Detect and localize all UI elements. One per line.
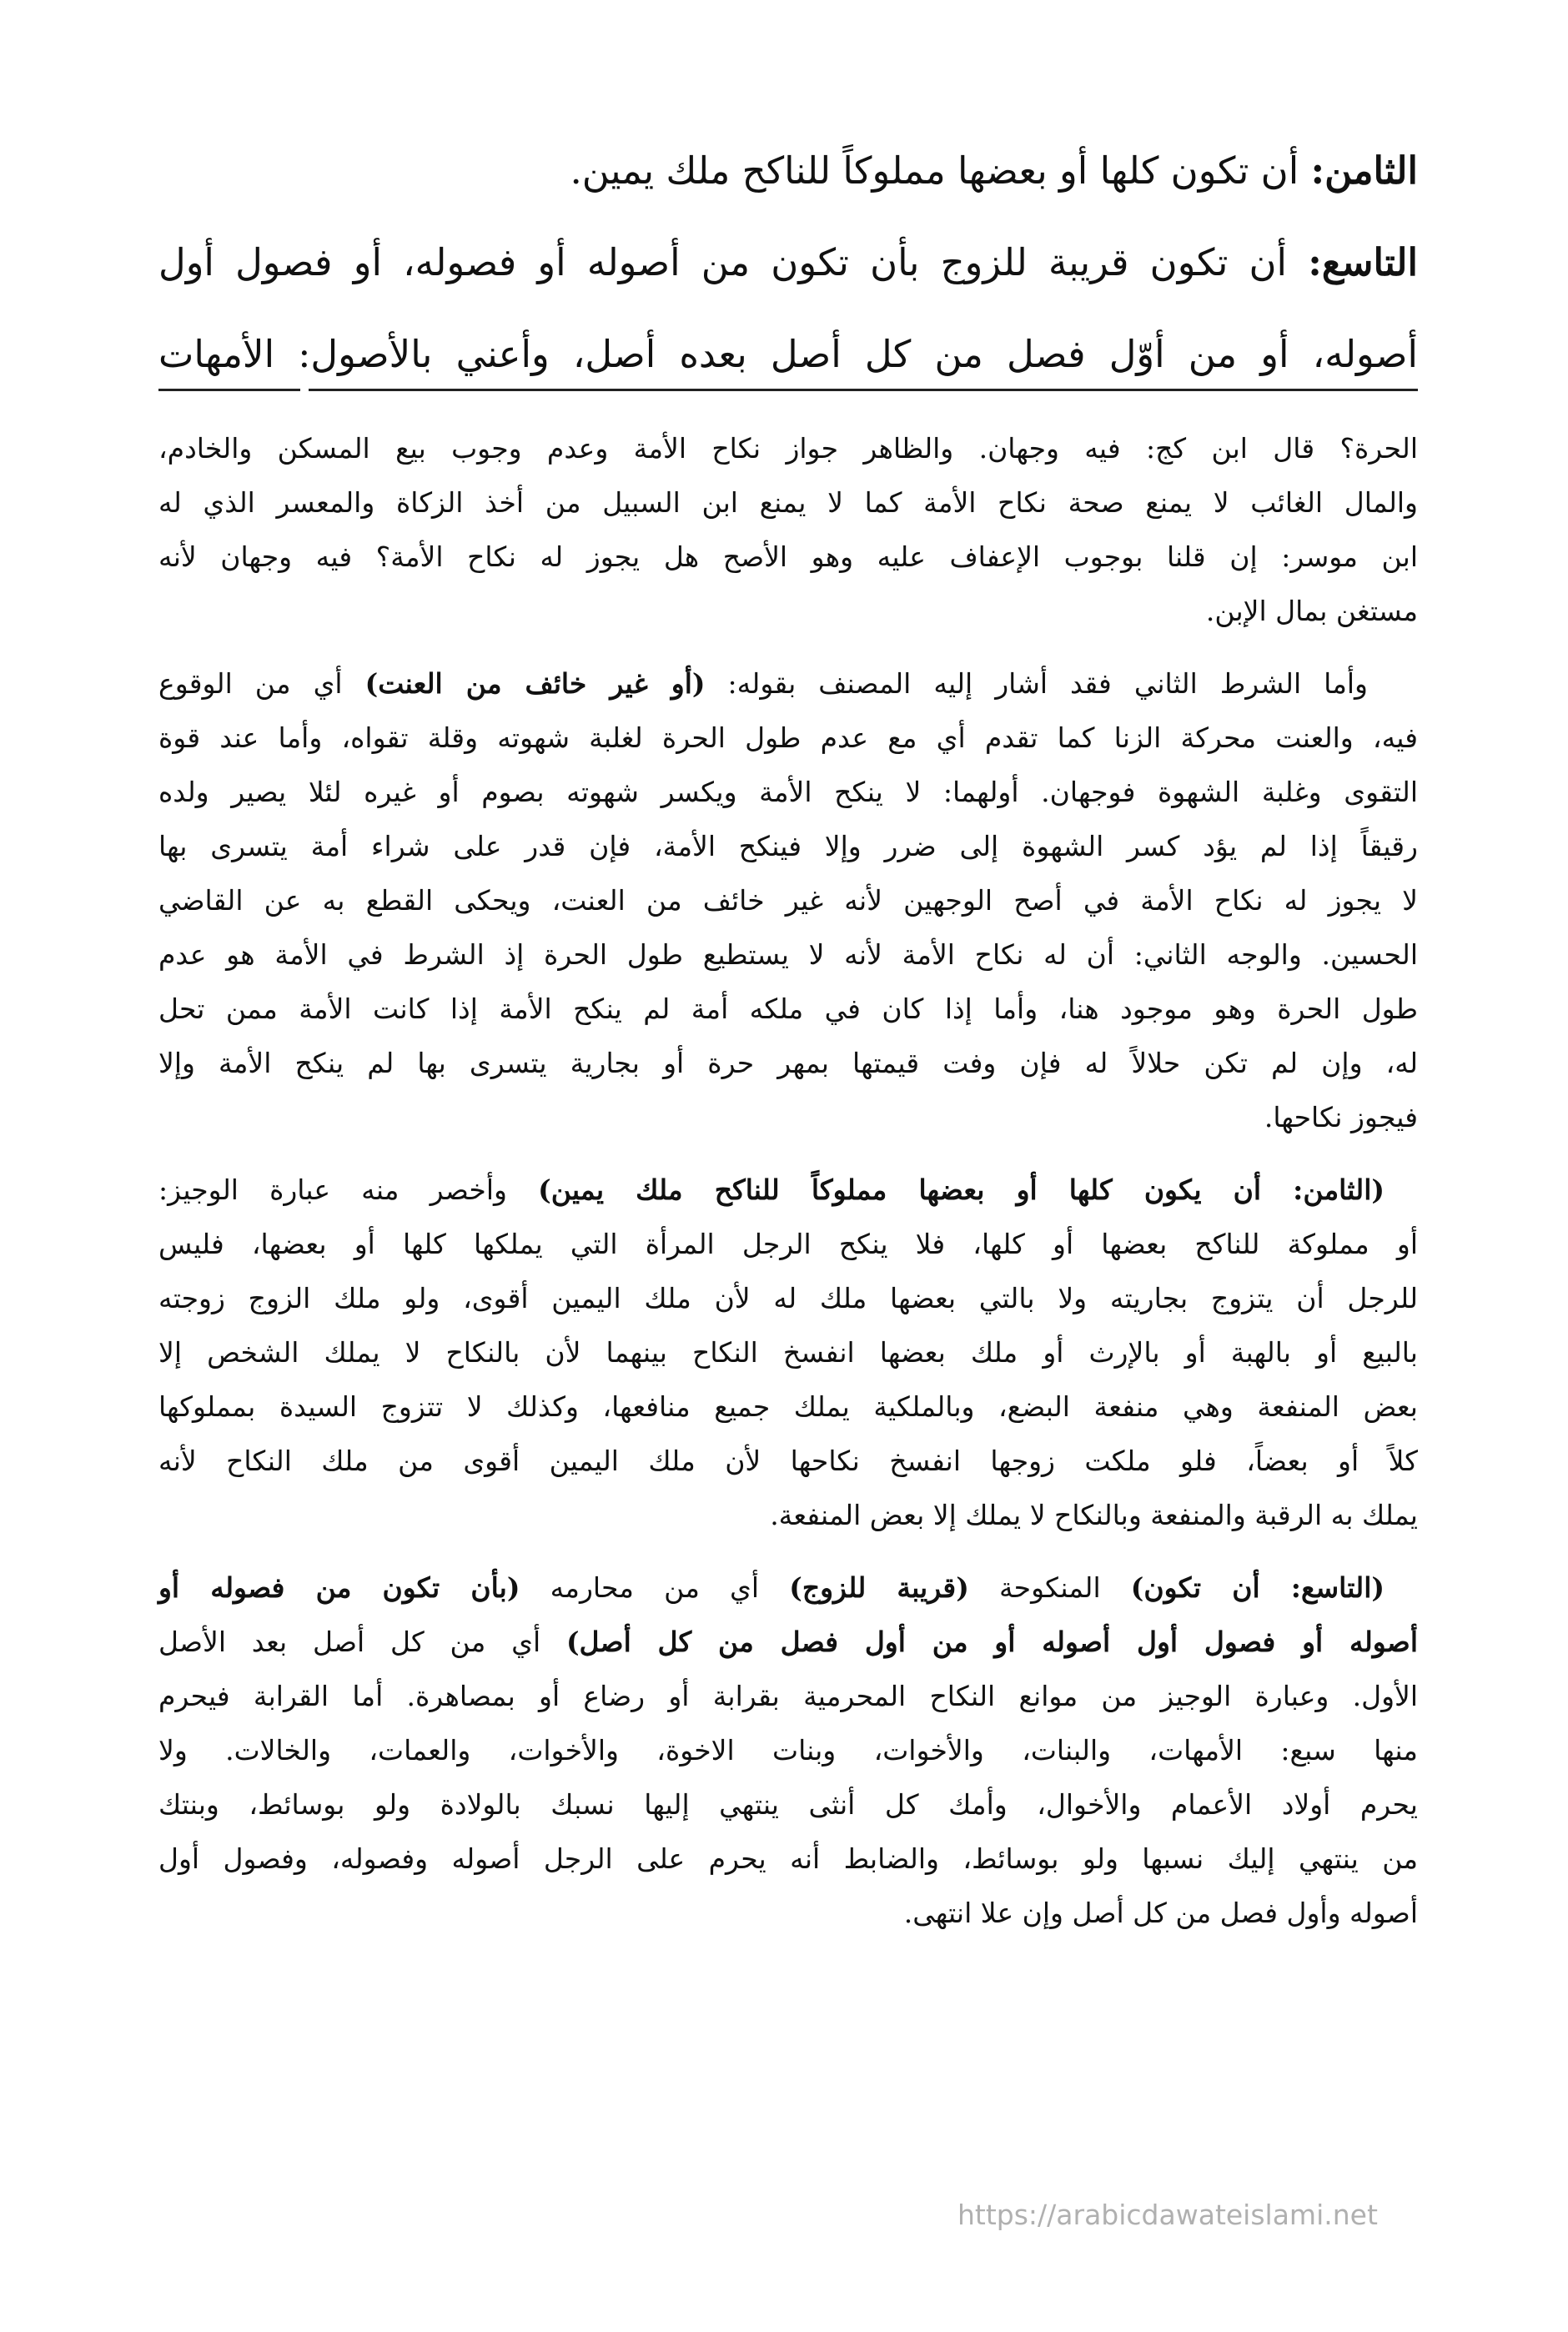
heading-eighth: الثامن: <box>1310 148 1418 193</box>
commentary <box>158 421 1418 1958</box>
main-text <box>158 125 1418 400</box>
heading-ninth: التاسع: <box>1308 240 1419 284</box>
main-line-3: أصوله، أو من أوّل فصل من كل أصل بعده أصل، وأعني بالأصول: الأمهات <box>158 332 1418 376</box>
main-line-1: الثامن: أن تكون كلها أو بعضها مملوكاً للناكح ملك يمين. <box>570 148 1418 193</box>
watermark-url: https://arabicdawateislami.net <box>957 2199 1378 2231</box>
note-paragraph-1: الحرة؟ قال ابن كج: فيه وجهان. والظاهر جواز نكاح الأمة وعدم وجوب بيع المسكن والخادم، والمال الغائب لا يمنع صحة نكاح الأمة كما لا يمنع ابن السبيل من أخذ الزكاة والمعسر الذي له ابن موسر: إن قلنا بوجوب الإعفاف عليه وهو الأصح هل يجوز له نكاح الأمة؟ فيه وجهان لأنه مستغن بمال الإبن. <box>158 432 1418 627</box>
separator-right <box>309 389 1418 391</box>
separator-left <box>158 389 300 391</box>
note-paragraph-3: (الثامن: أن يكون كلها أو بعضها مملوكاً للناكح ملك يمين) وأخصر منه عبارة الوجيز: أو مملوكة للناكح بعضها أو كلها، فلا ينكح الرجل المرأة التي يملكها كلها أو بعضها، فليس للرجل أن يتزوج بجاريته ولا بالتي بعضها ملك له لأن ملك اليمين أقوى، ولو ملك الزوج زوجته بالبيع أو بالهبة أو بالإرث أو ملك بعضها انفسخ النكاح بينهما لأن بالنكاح لا يملك الشخص إلا بعض المنفعة وهي منفعة البضع، وبالملكية يملك جميع منافعها، وكذلك لا تتزوج السيدة بمملوكها كلاً أو بعضاً، فلو ملكت زوجها انفسخ نكاحها لأن ملك اليمين أقوى من ملك النكاح لأنه يملك به الرقبة والمنفعة وبالنكاح لا يملك إلا بعض المنفعة. <box>158 1174 1418 1531</box>
note-paragraph-4: (التاسع: أن تكون) المنكوحة (قريبة للزوج) أي من محارمه (بأن تكون من فصوله أو أصوله أو فصول أول أصوله أو من أول فصل من كل أصل) أي من كل أصل بعد الأصل الأول. وعبارة الوجيز من موانع النكاح المحرمية بقرابة أو رضاع أو بمصاهرة. أما القرابة فيحرم منها سبع: الأمهات، والبنات، والأخوات، وبنات الاخوة، والأخوات، والعمات، والخالات. ولا يحرم أولاد الأعمام والأخوال، وأمك كل أنثى ينتهي إليها نسبك بالولادة ولو بوسائط، وبنتك من ينتهي إليك نسبها ولو بوسائط، والضابط أنه يحرم على الرجل أصوله وفصوله، وفصول أول أصوله وأول فصل من كل أصل وإن علا انتهى. <box>158 1571 1418 1929</box>
note-paragraph-2: وأما الشرط الثاني فقد أشار إليه المصنف بقوله: (أو غير خائف من العنت) أي من الوقوع فيه، والعنت محركة الزنا كما تقدم أي مع عدم طول الحرة لغلبة شهوته وقلة تقواه، وأما عند قوة التقوى وغلبة الشهوة فوجهان. أولهما: لا ينكح الأمة ويكسر شهوته بصوم أو غيره لئلا يصير ولده رقيقاً إذا لم يؤد كسر الشهوة إلى ضرر وإلا فينكح الأمة، فإن قدر على شراء أمة يتسرى بها لا يجوز له نكاح الأمة في أصح الوجهين لأنه غير خائف من العنت، ويحكى القطع به عن القاضي الحسين. والوجه الثاني: أن له نكاح الأمة لأنه لا يستطيع طول الحرة إذ الشرط في الأمة هو عدم طول الحرة وهو موجود هنا، وأما إذا كان في ملكه أمة لم ينكح الأمة إذا كانت الأمة ممن تحل له، وإن لم تكن حلالاً له فإن وفت قيمتها بمهر حرة أو بجارية يتسرى بها لم ينكح الأمة وإلا فيجوز نكاحها. <box>158 667 1418 1133</box>
main-line-2: التاسع: أن تكون قريبة للزوج بأن تكون من أصوله أو فصوله، أو فصول أول <box>158 240 1419 284</box>
